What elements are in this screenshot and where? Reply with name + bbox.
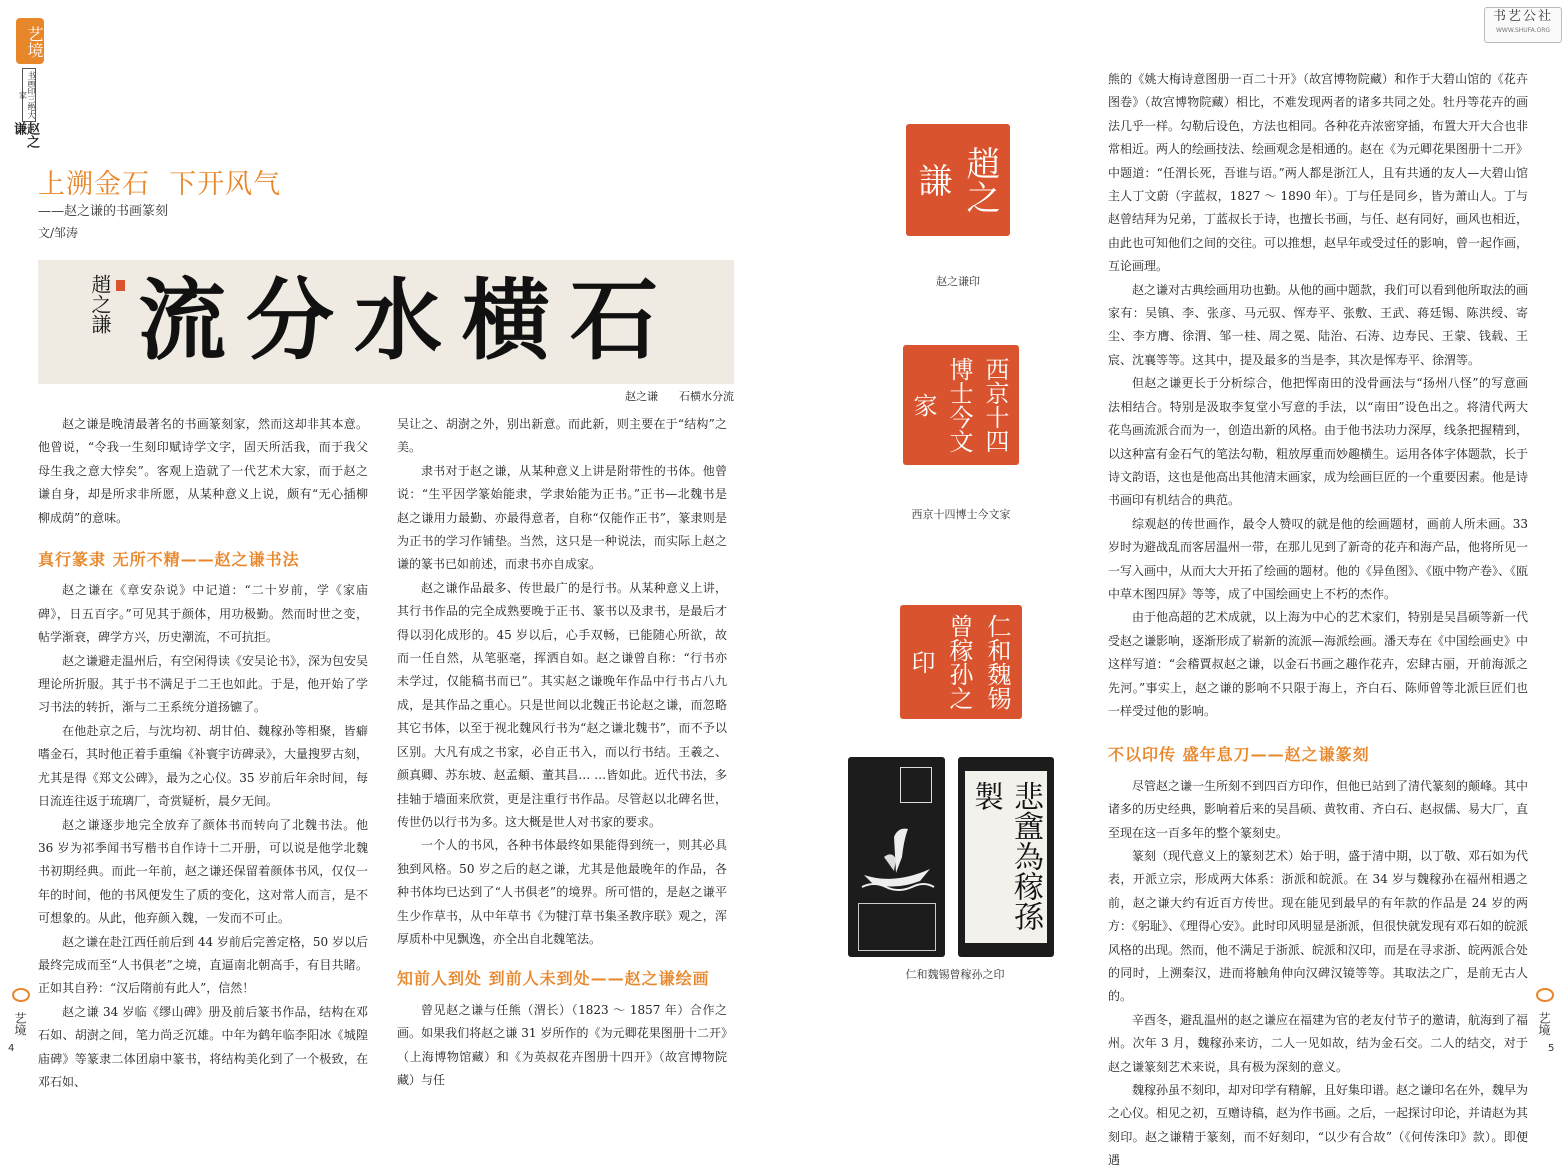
body-paragraph: 魏稼孙虽不刻印，却对印学有精解，且好集印谱。赵之谦印名在外，魏早为之心仪。相见之初，互赠诗稿，赵为作书画。之后，一起探讨印论，并请赵为其刻印。赵之谦精于篆刻，而不好刻印，“以少有合故”（《何传洙印》款）。即便遇 — [1108, 1083, 1529, 1168]
banner-seal — [116, 280, 125, 291]
column-artist: 赵之谦 — [11, 122, 39, 148]
body-paragraph: 尽管赵之谦一生所刻不到四百方印作，但他已站到了清代篆刻的颠峰。其中诸多的历史经典，影响着后来的吴昌硕、黄牧甫、齐白石、赵叔儒、易大厂，直至现在这一百多年的整个篆刻史。 — [1108, 778, 1529, 840]
seal-zhao-zhiqian — [906, 124, 1010, 236]
article-title: 上溯金石 下开风气 — [38, 169, 282, 200]
footer-mark-left: 艺境 — [13, 1012, 27, 1036]
footer-mark-right: 艺境 — [1537, 1012, 1551, 1036]
body-paragraph: 在他赴京之后，与沈均初、胡甘伯、魏稼孙等相聚，皆癖嗜金石，其时他正着手重编《补寰宇访碑录》，大量搜罗古刻，尤其是得《郑文公碑》，最为之心仪。35 岁前后年余时间，每日流连往返于琉璃厂，奇赏疑析，晨夕无间。 — [38, 723, 369, 809]
article-subtitle: ——赵之谦的书画篆刻 — [38, 204, 169, 219]
banner-caption-title: 石横水分流 — [679, 390, 734, 403]
body-paragraph: 赵之谦作品最多、传世最广的是行书。从某种意义上讲，其行书作品的完全成熟要晚于正书、篆书以及隶书，是最后才得以羽化成形的。45 岁以后，心手双畅，已能随心所欲，故而一任自然，从笔驱毫，挥洒自如。赵之谦曾自称：“行书亦未学过，仅能稿书而已”。其实赵之谦晚年作品中行书占八九成，是其作品之重心。只是世间以北魏正书论赵之谦，而忽略其它书体，以至于视北魏风行书为“赵之谦北魏书”，而不予以区别。大凡有成之书家，必自正书入，而以行书结。王羲之、颜真卿、苏东坡、赵孟頫、董其昌… …皆如此。近代书法，多挂轴于墙面来欣赏，更是注重行书作品。尽管赵以北碑名世，传世仍以行书为多。这大概是世人对书家的要求。 — [397, 580, 727, 829]
banner-signature: 趙之謙 — [88, 274, 112, 334]
seal-beian — [958, 757, 1054, 957]
watermark-url: WWW.SHUFA.ORG — [1495, 27, 1551, 34]
body-paragraph: 一个人的书风，各种书体最终如果能得到统一，则其必具独到风格。50 岁之后的赵之谦，尤其是他最晚年的作品，各种书体均已达到了“人书俱老”的境界。所可惜的，是赵之谦平生少作草书，从中年草书《为犍汀草书集圣教序联》观之，浑厚质朴中见飘逸，亦全出自北魏笔法。 — [397, 838, 727, 946]
footer-ornament-left — [12, 988, 30, 1002]
body-paragraph: 赵之谦对古典绘画用功也勤。从他的画中题款，我们可以看到他所取法的画家有：吴镇、李、张彦、马元驭、恽寿平、张敷、王武、蒋廷锡、陈洪绶、寄尘、李方膺、徐渭、邹一桂、周之冕、陆治、石涛、边寿民、王蒙、钱载、王宸、沈襄等等。这其中，提及最多的当是李，其次是恽寿平、徐渭等。 — [1108, 282, 1529, 367]
section-heading-painting: 知前人到处 到前人未到处——赵之谦绘画 — [397, 969, 710, 989]
left-column-1 — [38, 413, 368, 1094]
intro-paragraph: 赵之谦是晚清最著名的书画篆刻家，然而这却非其本意。他曾说，“令我一生刻印赋诗学文字，固天所活我，而于我父母生我之意大悖矣”。客观上造就了一代艺术大家，而于赵之谦自身，却是所求非所愿，从某种意义上说，颇有“无心插柳柳成荫”的意味。 — [38, 417, 368, 525]
footer-ornament-right — [1536, 988, 1554, 1002]
seal-chars: 趙之謙 — [912, 146, 1000, 214]
body-paragraph: 隶书对于赵之谦，从某种意义上讲是附带性的书体。他曾说：“生平因学篆始能隶，学隶始能为正书。”正书—北魏书是赵之谦用力最勤、亦最得意者，自称“仅能作正书”，篆隶则是为正书的学习作铺垫。当然，这只是一种说法，而实际上赵之谦的篆书已如前述，而隶书亦自成家。 — [397, 463, 727, 572]
watermark-logo — [1484, 7, 1562, 43]
seal-renhe-red — [900, 605, 1022, 719]
seal-chars: 仁和魏锡曾稼孙之印 — [907, 614, 1011, 710]
boat-figure-icon — [854, 817, 940, 897]
seal-caption: 西京十四博士今文家 — [911, 508, 1011, 521]
banner-main-text: 流分水横石 — [138, 268, 679, 372]
body-paragraph: 由于他高超的艺术成就，以上海为中心的艺术家们，特别是吴昌硕等新一代受赵之谦影响，逐渐形成了崭新的流派—海派绘画。潘天寿在《中国绘画史》中这样写道：“会稽賈叔赵之谦，以金石书画之趣作花卉，宏肆古丽，开前海派之先河。”事实上，赵之谦的影响不只限于海上，齐白石、陈师曾等北派巨匠们也一样受过他的影响。 — [1108, 610, 1529, 718]
body-paragraph: 曾见赵之谦与任熊（渭长）（1823 ～ 1857 年）合作之画。如果我们将赵之谦 31 岁所作的《为元卿花果图册十二开》（上海博物馆藏）和《为英叔花卉图册十四开》（故宫博物院藏）与任 — [397, 1002, 727, 1087]
magazine-logo: 艺境 — [16, 18, 44, 64]
body-paragraph: 赵之谦 34 岁临《缪山碑》册及前后篆书作品，结构在邓石如、胡澍之间，笔力尚乏沉雄。中年为鹤年临李阳冰《城隍庙碑》等篆隶二体团扇中篆书，将结构美化到了一个极致，在邓石如、 — [38, 1004, 368, 1089]
page-number-left: 4 — [8, 1043, 15, 1054]
calligraphy-banner — [38, 260, 734, 384]
body-paragraph: 赵之谦避走温州后，有空闲得读《安吴论书》，深为包安吴理论所折服。其于书不满足于二王也如此。于是，他开始了学习书法的转折，渐与二王系统分道扬镳了。 — [38, 653, 369, 715]
seal-side-boat — [848, 757, 945, 957]
side-inscription — [900, 767, 932, 803]
seal-caption: 赵之谦印 — [936, 275, 980, 288]
seal-inner-panel — [965, 771, 1047, 943]
article-author: 文/邹涛 — [38, 226, 79, 240]
watermark-name: 书艺公社 — [1492, 9, 1553, 24]
body-paragraph: 熊的《姚大梅诗意图册一百二十开》（故宫博物院藏）和作于大碧山馆的《花卉图卷》（故宫博物院藏）相比，不难发现两者的诸多共同之处。牡丹等花卉的画法几乎一样。勾勒后设色，方法也相同。各种花卉浓密穿插，布置大开大合也非常相近。两人的绘画技法、绘画观念是相通的。赵在《为元卿花果图册十二开》中题道：“任渭长死，吾谁与语。”两人都是浙江人，且有共通的友人—大碧山馆主人丁文蔚（字蓝叔，1827 ～ 1890 年）。丁与任是同乡，皆为萧山人。丁与赵曾结拜为兄弟，丁蓝叔长于诗，也擅长书画，与任、赵有同好，画风也相近，由此也可知他们之间的交往。可以推想，赵早年或受过任的影响，曾一起作画，互论画理。 — [1108, 72, 1529, 274]
seal-chars: 西京十四博士今文家 — [909, 357, 1009, 453]
banner-caption — [520, 388, 734, 404]
side-inscription — [858, 903, 936, 951]
body-paragraph: 辛酉冬，避乱温州的赵之谦应在福建为官的老友付节子的邀请，航海到了福州。次年 3 月，魏稼孙来访，二人一见如故，结为金石交。二人的结交，对于赵之谦篆刻艺术来说，具有极为深刻的意义。 — [1108, 1012, 1529, 1074]
banner-caption-artist: 赵之谦 — [625, 390, 658, 403]
right-column — [1108, 68, 1528, 1173]
body-paragraph: 赵之谦在赴江西任前后到 44 岁前后完善定格，50 岁以后最终完成而至“人书俱老”之境，直逼南北朝高手，有目共睹。正如其自矜：“汉后隋前有此人”，信然！ — [38, 934, 368, 996]
body-paragraph: 赵之谦逐步地完全放弃了颜体书而转向了北魏书法。他 36 岁为祁季闻书写楷书自作诗十二开册，可以说是他学北魏书初期经典。而此一年前，赵之谦还保留着颜体书风，仅仅一年的时间，他的书风便发生了质的变化，这对常人而言，是不可想象的。从此，他弃颜入魏，一发而不可止。 — [38, 817, 368, 926]
left-column-2 — [397, 413, 727, 1092]
page-number-right: 5 — [1548, 1043, 1555, 1054]
body-paragraph: 赵之谦在《章安杂说》中记道：“二十岁前，学《家庙碑》，日五百字。”可见其于颜体，用功极勤。然而时世之变，帖学渐衰，碑学方兴，历史潮流，不可抗拒。 — [38, 583, 368, 645]
body-paragraph: 综观赵的传世画作，最令人赞叹的就是他的绘画题材，画前人所未画。33 岁时为避战乱而客居温州一带，在那儿见到了新奇的花卉和海产品，他将所见一一写入画中，从而大大开拓了绘画的题材。他的《异鱼图》、《瓯中物产卷》、《瓯中草木图四屏》等等，成了中国绘画史上不朽的杰作。 — [1108, 516, 1529, 601]
body-paragraph: 吴让之、胡澍之外，别出新意。而此新，则主要在于“结构”之美。 — [397, 417, 727, 455]
body-paragraph: 但赵之谦更长于分析综合，他把恽南田的没骨画法与“扬州八怪”的写意画法相结合。特别是汲取李复堂小写意的手法，以“南田”设色出之。将清代两大花鸟画流派合而为一，创造出新的风格。由于他书法功力深厚，线条把握精到，以这种富有金石气的笔法勾勒，粗放厚重而妙趣横生。运用各体字体题款，长于诗文韵语，这也是他高出其他清末画家，成为绘画巨匠的一个重要因素。他是诗书画印有机结合的典范。 — [1108, 376, 1529, 508]
section-heading-calligraphy: 真行篆隶 无所不精——赵之谦书法 — [38, 550, 300, 570]
section-heading-seal-carving: 不以印传 盛年息刀——赵之谦篆刻 — [1108, 745, 1370, 765]
seal-chars: 悲盦為稼孫製 — [968, 781, 1043, 931]
seal-xijing — [903, 345, 1019, 465]
body-paragraph: 篆刻（现代意义上的篆刻艺术）始于明，盛于清中期，以丁敬、邓石如为代表，开派立宗，形成两大体系：浙派和皖派。在 34 岁与魏稼孙在福州相遇之前，赵之谦大约有近百方传世。现在能见到最早的有年款的作品是 24 岁的两方：《躬耻》、《理得心安》。此时印风明显是浙派，但很快就发现有邓石如的皖派风格的出现。然而，他不满足于浙派、皖派和汉印，而是在寻求浙、皖两派合处的同时，上溯秦汉，进而将触角伸向汉碑汉镜等等。其取法之广，是前无古人的。 — [1108, 849, 1529, 1004]
seal-caption: 仁和魏锡曾稼孙之印 — [905, 968, 1005, 981]
column-label: 书画印三绝大家 — [22, 68, 36, 122]
